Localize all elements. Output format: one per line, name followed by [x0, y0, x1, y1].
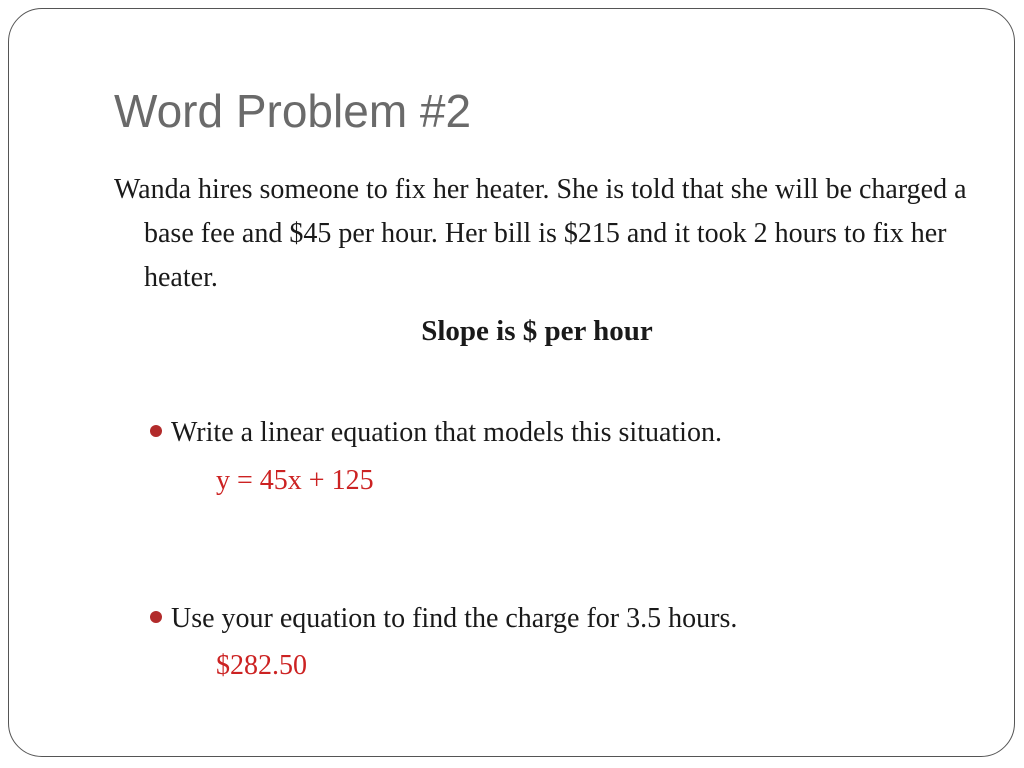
question-1 [150, 413, 722, 453]
question-2-prompt: Use your equation to find the charge for 3.5 hours. [171, 603, 738, 634]
bullet-icon [150, 425, 162, 437]
answer-2: $282.50 [216, 650, 307, 681]
slide-title: Word Problem #2 [114, 85, 472, 137]
slope-note: Slope is $ per hour [421, 315, 653, 347]
question-1-prompt: Write a linear equation that models this situation. [171, 417, 722, 448]
question-2 [150, 599, 737, 639]
bullet-icon [150, 611, 162, 623]
problem-text: Wanda hires someone to fix her heater. She is told that she will be charged a base fee and $45 per hour. Her bill is $215 and it took 2 hours to fix her heater. [114, 174, 967, 293]
answer-1: y = 45x + 125 [216, 465, 374, 496]
